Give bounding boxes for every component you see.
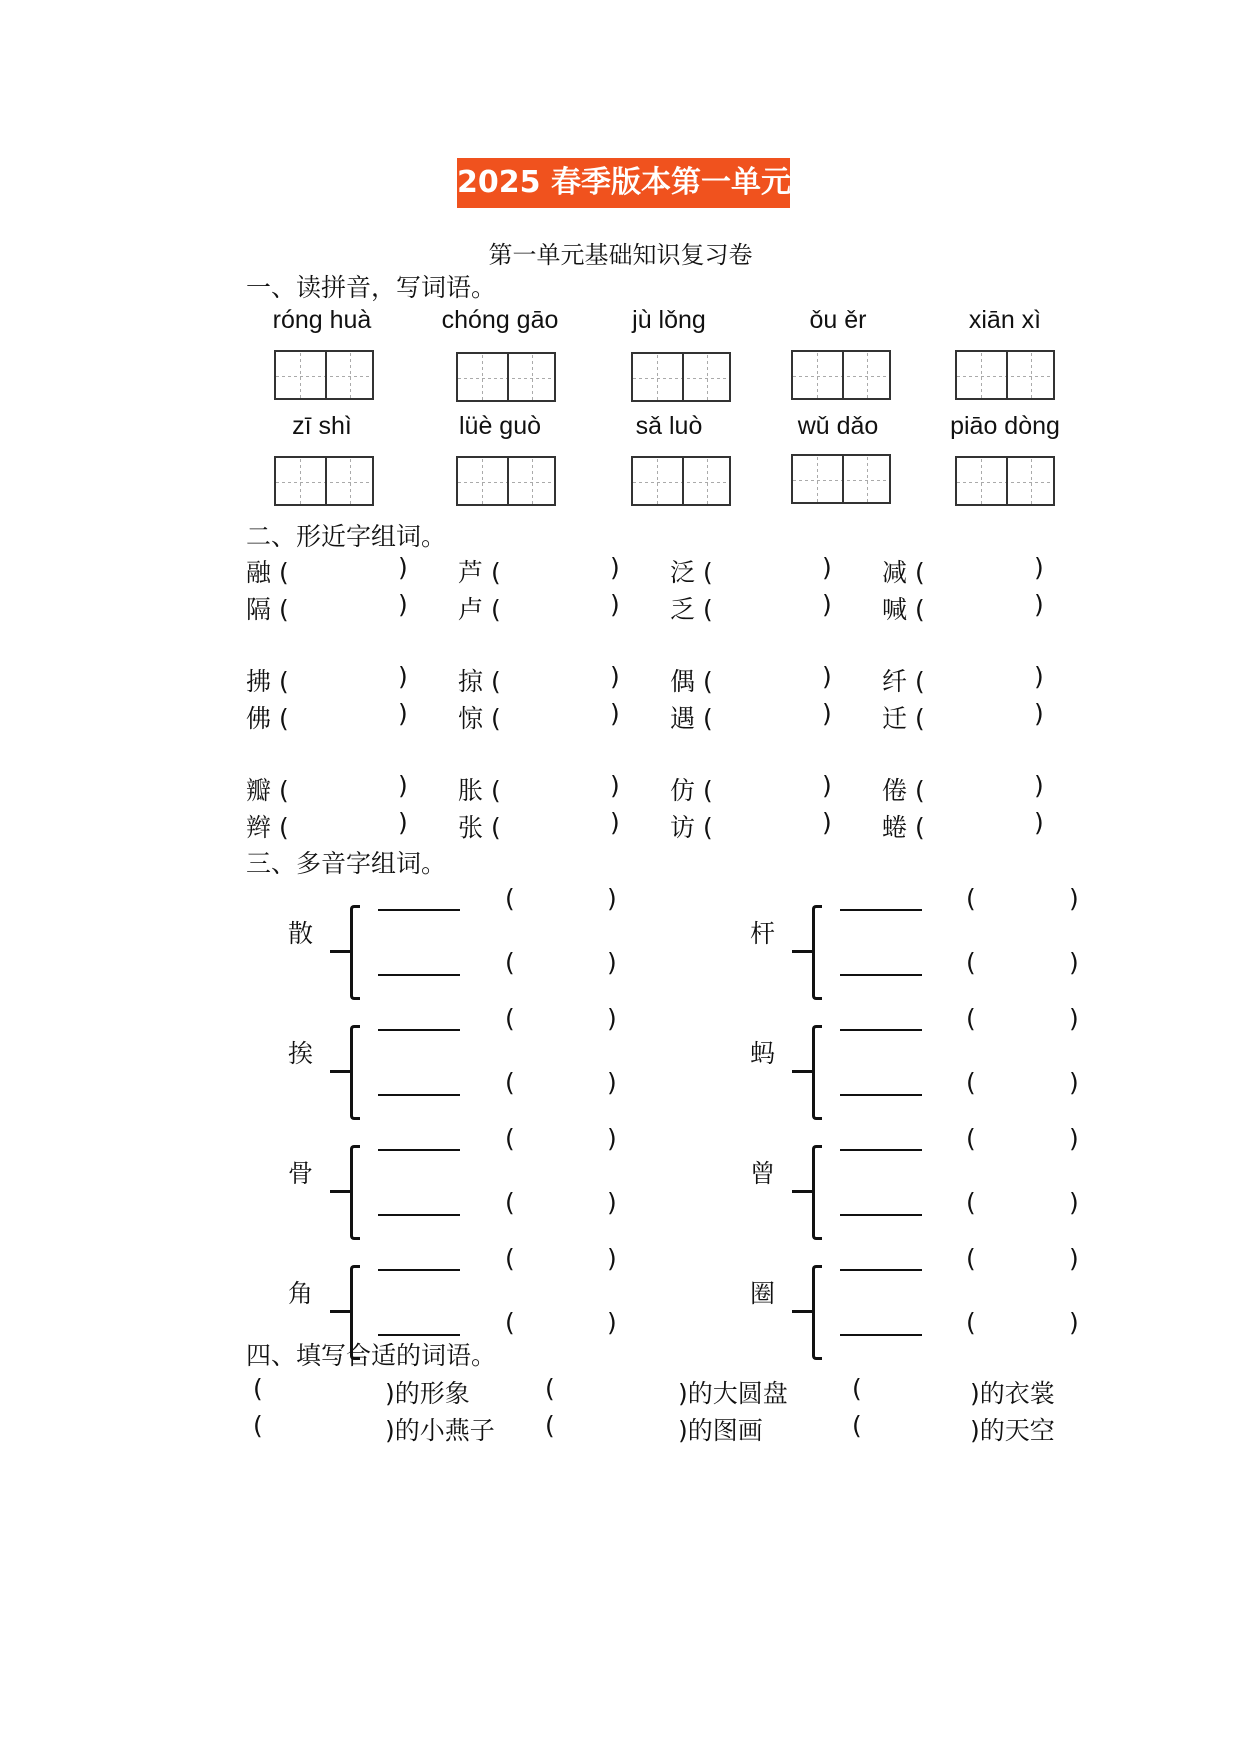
pinyin-paren-close[interactable]: ) xyxy=(1069,884,1079,913)
char-item: 倦 ( xyxy=(882,776,925,805)
fill-phrase: )的小燕子 xyxy=(385,1416,495,1445)
fill-paren-open[interactable]: ( xyxy=(253,1411,263,1440)
word-blank[interactable] xyxy=(840,909,922,911)
pinyin-label: xiān xì xyxy=(968,306,1042,334)
pinyin-paren-close[interactable]: ) xyxy=(1069,1244,1079,1273)
answer-blank[interactable]: ) xyxy=(398,771,408,800)
fill-paren-open[interactable]: ( xyxy=(545,1374,555,1403)
char-item: 喊 ( xyxy=(882,595,925,624)
char-item: 偶 ( xyxy=(670,667,713,696)
section-2-heading: 二、形近字组词。 xyxy=(246,522,447,551)
pinyin-paren-open[interactable]: ( xyxy=(505,1124,515,1153)
writing-grid[interactable] xyxy=(791,454,891,504)
fill-paren-open[interactable]: ( xyxy=(852,1374,862,1403)
brace-stub xyxy=(792,950,814,953)
pinyin-paren-open[interactable]: ( xyxy=(505,1308,515,1337)
pinyin-label: sǎ luò xyxy=(635,412,703,440)
fill-paren-open[interactable]: ( xyxy=(852,1411,862,1440)
writing-grid[interactable] xyxy=(274,456,374,506)
writing-grid[interactable] xyxy=(791,350,891,400)
writing-grid[interactable] xyxy=(456,456,556,506)
pinyin-paren-close[interactable]: ) xyxy=(607,1004,617,1033)
answer-blank[interactable]: ) xyxy=(822,553,832,582)
answer-blank[interactable]: ) xyxy=(1034,662,1044,691)
char-item: 蜷 ( xyxy=(882,813,925,842)
char-item: 减 ( xyxy=(882,558,925,587)
answer-blank[interactable]: ) xyxy=(610,590,620,619)
brace-stub xyxy=(330,950,352,953)
pinyin-paren-open[interactable]: ( xyxy=(966,884,976,913)
word-blank[interactable] xyxy=(840,1094,922,1096)
char-item: 泛 ( xyxy=(670,558,713,587)
pinyin-paren-open[interactable]: ( xyxy=(966,1004,976,1033)
pinyin-paren-close[interactable]: ) xyxy=(607,1124,617,1153)
char-item: 胀 ( xyxy=(458,776,501,805)
brace-stub xyxy=(792,1190,814,1193)
worksheet-title: 第一单元基础知识复习卷 xyxy=(488,241,753,269)
answer-blank[interactable]: ) xyxy=(1034,553,1044,582)
writing-grid[interactable] xyxy=(955,456,1055,506)
answer-blank[interactable]: ) xyxy=(822,808,832,837)
answer-blank[interactable]: ) xyxy=(398,699,408,728)
pinyin-paren-open[interactable]: ( xyxy=(966,1188,976,1217)
answer-blank[interactable]: ) xyxy=(610,699,620,728)
answer-blank[interactable]: ) xyxy=(398,590,408,619)
pinyin-paren-open[interactable]: ( xyxy=(505,948,515,977)
fill-phrase: )的大圆盘 xyxy=(678,1379,788,1408)
fill-phrase: )的图画 xyxy=(678,1416,763,1445)
pinyin-paren-open[interactable]: ( xyxy=(505,1004,515,1033)
answer-blank[interactable]: ) xyxy=(1034,808,1044,837)
answer-blank[interactable]: ) xyxy=(1034,699,1044,728)
brace xyxy=(812,1145,822,1240)
word-blank[interactable] xyxy=(840,974,922,976)
pinyin-paren-close[interactable]: ) xyxy=(1069,1124,1079,1153)
char-item: 卢 ( xyxy=(458,595,501,624)
brace xyxy=(812,1265,822,1360)
char-item: 迁 ( xyxy=(882,704,925,733)
pinyin-paren-close[interactable]: ) xyxy=(607,948,617,977)
section-4-heading: 四、填写合适的词语。 xyxy=(246,1341,497,1370)
polyphone-char: 圈 xyxy=(750,1279,776,1308)
brace-stub xyxy=(330,1190,352,1193)
char-item: 乏 ( xyxy=(670,595,713,624)
pinyin-paren-open[interactable]: ( xyxy=(966,1068,976,1097)
fill-phrase: )的天空 xyxy=(970,1416,1055,1445)
fill-phrase: )的衣裳 xyxy=(970,1379,1055,1408)
char-item: 遇 ( xyxy=(670,704,713,733)
char-item: 融 ( xyxy=(246,558,289,587)
word-blank[interactable] xyxy=(840,1149,922,1151)
answer-blank[interactable]: ) xyxy=(1034,590,1044,619)
word-blank[interactable] xyxy=(378,1214,460,1216)
polyphone-char: 散 xyxy=(288,919,314,948)
answer-blank[interactable]: ) xyxy=(610,553,620,582)
section-1-heading: 一、读拼音，写词语。 xyxy=(246,273,497,302)
answer-blank[interactable]: ) xyxy=(398,553,408,582)
word-blank[interactable] xyxy=(378,1094,460,1096)
answer-blank[interactable]: ) xyxy=(1034,771,1044,800)
polyphone-char: 角 xyxy=(288,1279,314,1308)
char-item: 佛 ( xyxy=(246,704,289,733)
polyphone-char: 蚂 xyxy=(750,1039,776,1068)
pinyin-paren-open[interactable]: ( xyxy=(966,948,976,977)
writing-grid[interactable] xyxy=(631,352,731,402)
char-item: 拂 ( xyxy=(246,667,289,696)
pinyin-paren-close[interactable]: ) xyxy=(1069,1188,1079,1217)
brace xyxy=(812,1025,822,1120)
fill-paren-open[interactable]: ( xyxy=(545,1411,555,1440)
brace-stub xyxy=(792,1310,814,1313)
pinyin-paren-open[interactable]: ( xyxy=(505,1068,515,1097)
char-item: 芦 ( xyxy=(458,558,501,587)
polyphone-char: 挨 xyxy=(288,1039,314,1068)
pinyin-paren-close[interactable]: ) xyxy=(1069,1004,1079,1033)
pinyin-label: róng huà xyxy=(272,306,372,334)
brace xyxy=(812,905,822,1000)
word-blank[interactable] xyxy=(840,1269,922,1271)
pinyin-label: chóng gāo xyxy=(441,306,559,334)
char-item: 瓣 ( xyxy=(246,776,289,805)
writing-grid[interactable] xyxy=(955,350,1055,400)
char-item: 掠 ( xyxy=(458,667,501,696)
word-blank[interactable] xyxy=(840,1029,922,1031)
pinyin-paren-close[interactable]: ) xyxy=(607,1188,617,1217)
pinyin-paren-close[interactable]: ) xyxy=(607,1308,617,1337)
answer-blank[interactable]: ) xyxy=(610,771,620,800)
brace-stub xyxy=(330,1310,352,1313)
char-item: 隔 ( xyxy=(246,595,289,624)
pinyin-paren-open[interactable]: ( xyxy=(505,884,515,913)
pinyin-paren-close[interactable]: ) xyxy=(607,1244,617,1273)
fill-phrase: )的形象 xyxy=(385,1379,470,1408)
writing-grid[interactable] xyxy=(456,352,556,402)
brace-stub xyxy=(792,1070,814,1073)
word-blank[interactable] xyxy=(378,909,460,911)
word-blank[interactable] xyxy=(378,974,460,976)
pinyin-label: jù lǒng xyxy=(632,306,706,334)
pinyin-label: wǔ dǎo xyxy=(797,412,879,440)
polyphone-char: 骨 xyxy=(288,1159,314,1188)
pinyin-paren-open[interactable]: ( xyxy=(966,1124,976,1153)
answer-blank[interactable]: ) xyxy=(610,662,620,691)
pinyin-paren-close[interactable]: ) xyxy=(1069,1308,1079,1337)
pinyin-label: piāo dòng xyxy=(950,412,1060,440)
pinyin-paren-close[interactable]: ) xyxy=(607,1068,617,1097)
answer-blank[interactable]: ) xyxy=(398,662,408,691)
pinyin-label: zī shì xyxy=(292,412,352,440)
pinyin-paren-close[interactable]: ) xyxy=(607,884,617,913)
pinyin-label: ǒu ěr xyxy=(809,306,867,334)
polyphone-char: 曾 xyxy=(750,1159,776,1188)
section-3-heading: 三、多音字组词。 xyxy=(246,849,447,878)
word-blank[interactable] xyxy=(378,1269,460,1271)
word-blank[interactable] xyxy=(840,1334,922,1336)
answer-blank[interactable]: ) xyxy=(822,590,832,619)
brace-stub xyxy=(330,1070,352,1073)
char-item: 纤 ( xyxy=(882,667,925,696)
brace xyxy=(350,1145,360,1240)
pinyin-paren-close[interactable]: ) xyxy=(1069,948,1079,977)
answer-blank[interactable]: ) xyxy=(610,808,620,837)
writing-grid[interactable] xyxy=(631,456,731,506)
brace xyxy=(350,1025,360,1120)
pinyin-paren-open[interactable]: ( xyxy=(966,1308,976,1337)
pinyin-paren-open[interactable]: ( xyxy=(505,1188,515,1217)
pinyin-paren-close[interactable]: ) xyxy=(1069,1068,1079,1097)
char-item: 仿 ( xyxy=(670,776,713,805)
word-blank[interactable] xyxy=(378,1149,460,1151)
answer-blank[interactable]: ) xyxy=(822,771,832,800)
answer-blank[interactable]: ) xyxy=(398,808,408,837)
word-blank[interactable] xyxy=(840,1214,922,1216)
char-item: 访 ( xyxy=(670,813,713,842)
writing-grid[interactable] xyxy=(274,350,374,400)
pinyin-paren-open[interactable]: ( xyxy=(505,1244,515,1273)
brace xyxy=(350,905,360,1000)
char-item: 惊 ( xyxy=(458,704,501,733)
pinyin-paren-open[interactable]: ( xyxy=(966,1244,976,1273)
unit-banner: 2025 春季版本第一单元 xyxy=(457,158,790,208)
char-item: 张 ( xyxy=(458,813,501,842)
polyphone-char: 杆 xyxy=(750,919,776,948)
fill-paren-open[interactable]: ( xyxy=(253,1374,263,1403)
answer-blank[interactable]: ) xyxy=(822,699,832,728)
word-blank[interactable] xyxy=(378,1029,460,1031)
char-item: 辫 ( xyxy=(246,813,289,842)
brace xyxy=(350,1265,360,1360)
word-blank[interactable] xyxy=(378,1334,460,1336)
pinyin-label: lüè guò xyxy=(458,412,542,440)
answer-blank[interactable]: ) xyxy=(822,662,832,691)
